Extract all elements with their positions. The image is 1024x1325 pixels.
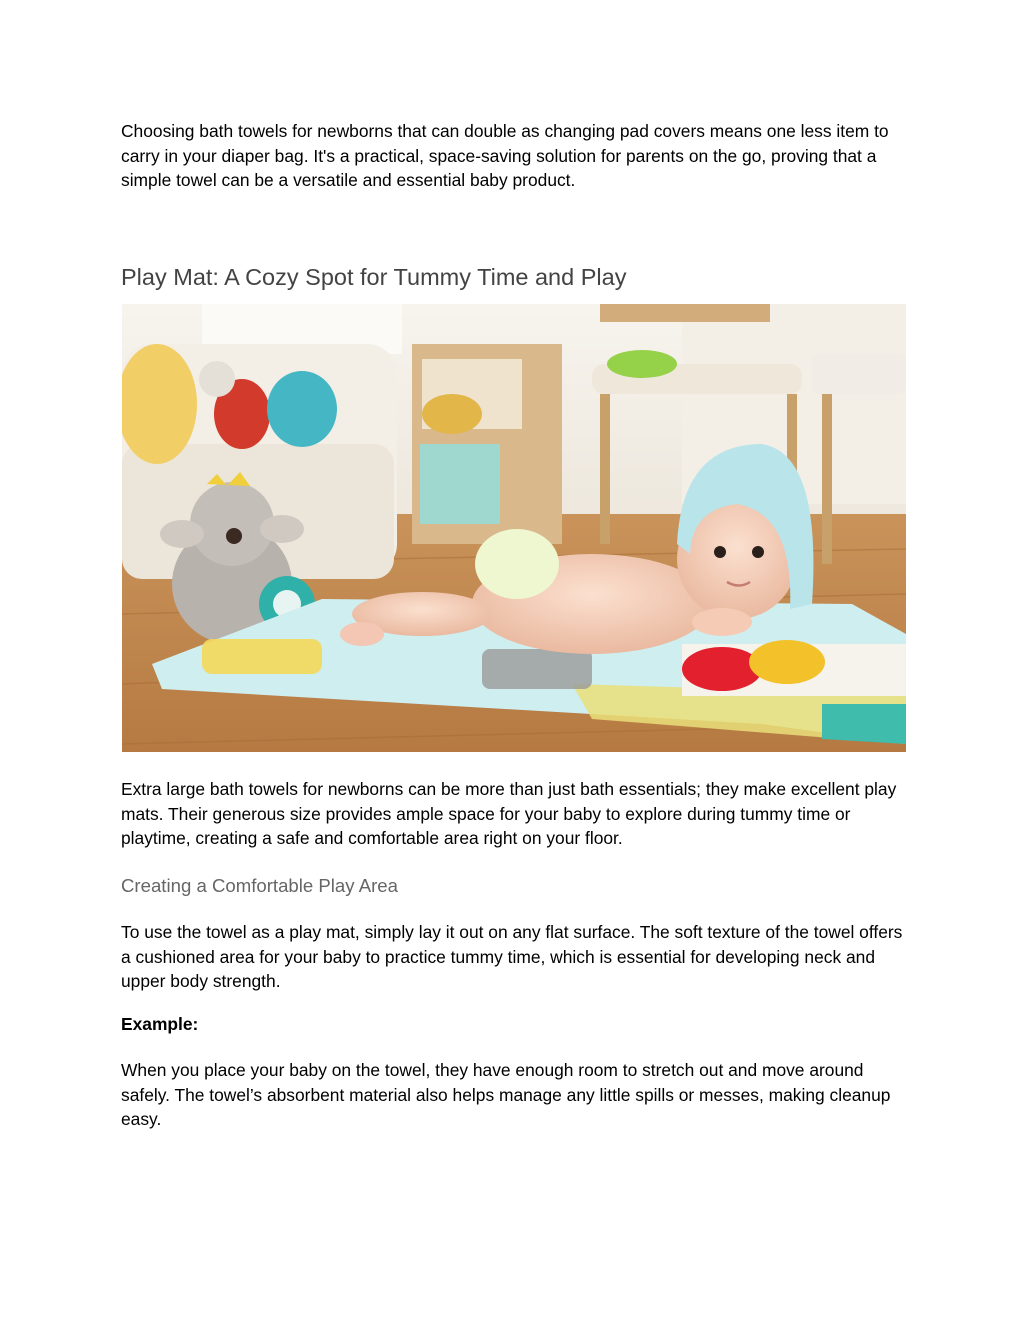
intro-paragraph: Choosing bath towels for newborns that can double as changing pad covers means one less item to carry in your diaper bag. It's a practical, space-saving solution for parents on the go, proving that a simple towel can be a versatile and essential baby product. [121,121,889,190]
subheading: Creating a Comfortable Play Area [121,875,398,896]
section-heading: Play Mat: A Cozy Spot for Tummy Time and Play [121,264,627,290]
example-label: Example: [121,1014,199,1034]
sub-paragraph: To use the towel as a play mat, simply lay it out on any flat surface. The soft texture of the towel offers a cushioned area for your baby to practice tummy time, which is essential for developing neck and upper body strength. [121,922,903,991]
example-paragraph: When you place your baby on the towel, they have enough room to stretch out and move around safely. The towel’s absorbent material also helps manage any little spills or messes, making cleanup easy. [121,1060,891,1129]
baby-play-mat-photo [122,304,906,752]
section-body-paragraph: Extra large bath towels for newborns can be more than just bath essentials; they make excellent play mats. Their generous size provides ample space for your baby to explore during tummy time or playtime, creating a safe and comfortable area right on your floor. [121,779,897,848]
